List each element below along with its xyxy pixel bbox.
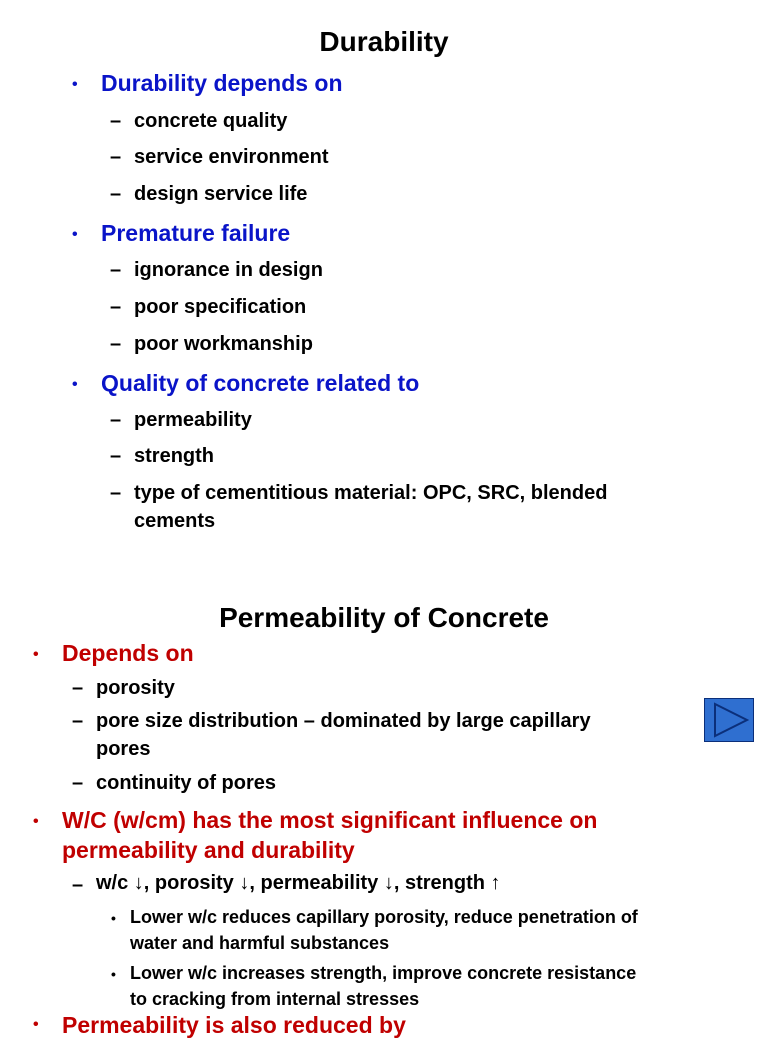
section-heading-cutoff: Permeability is also reduced by: [62, 1012, 406, 1038]
section-heading: Premature failure: [101, 220, 291, 246]
dash-icon: –: [110, 409, 122, 431]
list-item: design service life: [134, 183, 308, 205]
note-item: Lower w/c increases strength, improve concrete resistance: [130, 963, 637, 983]
list-item: type of cementitious material: OPC, SRC, blended: [134, 482, 608, 504]
note-item-continuation: water and harmful substances: [130, 933, 390, 953]
dash-icon: –: [72, 710, 84, 732]
note-item: Lower w/c reduces capillary porosity, reduce penetration of: [130, 907, 638, 927]
list-item: porosity: [96, 677, 175, 699]
list-item: poor workmanship: [134, 333, 313, 355]
dash-icon: –: [72, 772, 84, 794]
list-item: strength: [134, 445, 214, 467]
list-item: continuity of pores: [96, 772, 276, 794]
bullet-icon: •: [72, 76, 78, 93]
dash-icon: –: [110, 333, 122, 355]
bullet-icon: •: [33, 646, 39, 663]
bullet-icon: •: [33, 1016, 39, 1033]
dash-icon: –: [110, 296, 122, 318]
dash-icon: –: [110, 183, 122, 205]
bullet-icon: •: [72, 226, 78, 243]
bullet-icon: •: [111, 910, 116, 926]
section-heading: Quality of concrete related to: [101, 370, 420, 396]
list-item: concrete quality: [134, 110, 288, 132]
list-item: w/c ↓, porosity ↓, permeability ↓, strength ↑: [96, 872, 501, 894]
list-item: pore size distribution – dominated by large capillary: [96, 710, 591, 732]
note-item-continuation: to cracking from internal stresses: [130, 989, 420, 1009]
list-item: permeability: [134, 409, 252, 431]
slide-title-durability: Durability: [319, 26, 449, 57]
dash-icon: –: [72, 677, 84, 699]
section-heading-continuation: permeability and durability: [62, 837, 355, 863]
dash-icon: –: [110, 259, 122, 281]
dash-icon: –: [110, 482, 122, 504]
list-item-continuation: pores: [96, 738, 151, 760]
list-item: poor specification: [134, 296, 307, 318]
bullet-icon: •: [33, 813, 39, 830]
dash-icon: –: [110, 146, 122, 168]
dash-icon: –: [110, 445, 122, 467]
section-heading: W/C (w/cm) has the most significant influence on: [62, 807, 598, 833]
slide-title-permeability: Permeability of Concrete: [219, 602, 549, 633]
bullet-icon: •: [111, 966, 116, 982]
bullet-icon: •: [72, 376, 78, 393]
section-heading: Durability depends on: [101, 70, 343, 96]
next-slide-button[interactable]: [704, 698, 754, 742]
section-heading: Depends on: [62, 640, 194, 666]
list-item: service environment: [134, 146, 329, 168]
list-item-continuation: cements: [134, 510, 216, 532]
dash-icon: –: [72, 874, 84, 896]
list-item: ignorance in design: [134, 259, 323, 281]
play-arrow-icon: [705, 699, 753, 741]
dash-icon: –: [110, 110, 122, 132]
